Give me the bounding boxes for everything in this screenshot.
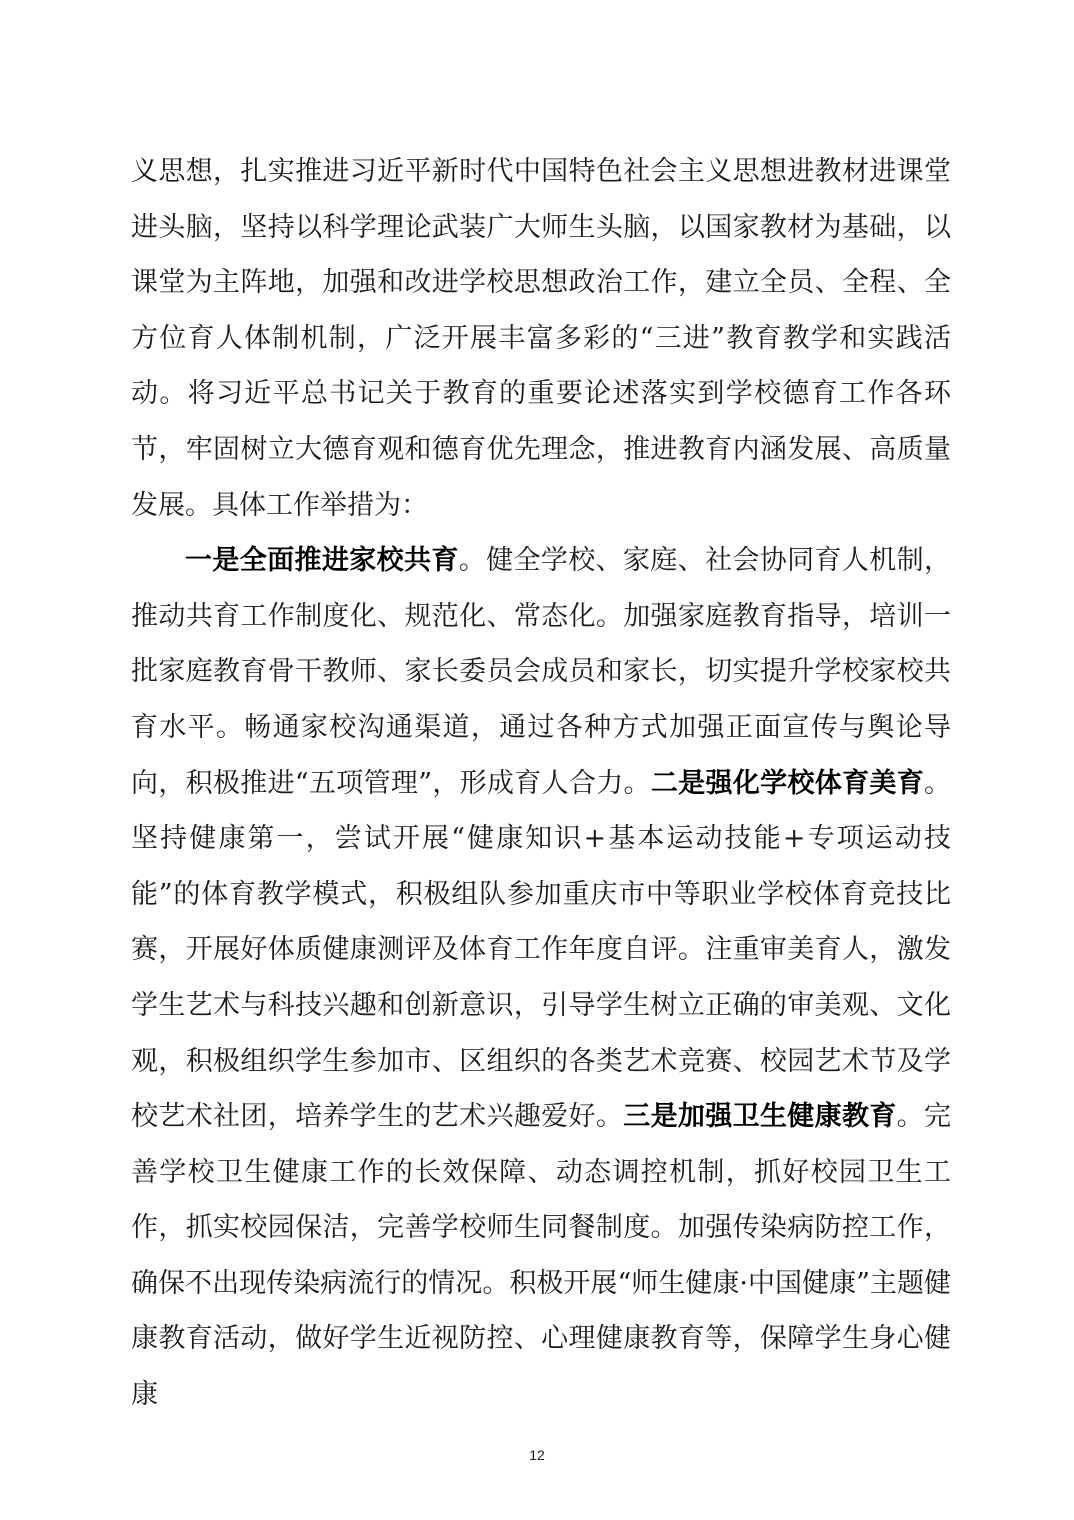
section-heading-home-school: 一是全面推进家校共育	[185, 545, 459, 577]
section-text-sports-arts: 。坚持健康第一，尝试开展“健康知识+基本运动技能+专项运动技能”的体育教学模式，积极组队参加重庆市中等职业学校体育竞技比赛，开展好体质健康测评及体育工作年度自评。注重审美育人，激发学生艺术与科技兴趣和创新意识，引导学生树立正确的审美观、文化观，积极组织学生参加市、区组织的各类艺术竞赛、校园艺术节及学校艺术社团，培养学生的艺术兴趣爱好。	[131, 767, 952, 1133]
section-heading-sports-arts: 二是强化学校体育美育	[650, 767, 925, 799]
body-text	[131, 144, 951, 1423]
section-heading-health: 三是加强卫生健康教育	[623, 1101, 897, 1133]
page-number: 12	[529, 1447, 545, 1463]
paragraph-continued: 义思想，扎实推进习近平新时代中国特色社会主义思想进教材进课堂进头脑，坚持以科学理论武装广大师生头脑，以国家教材为基础，以课堂为主阵地，加强和改进学校思想政治工作，建立全员、全程、全方位育人体制机制，广泛开展丰富多彩的“三进”教育教学和实践活动。将习近平总书记关于教育的重要论述落实到学校德育工作各环节，牢固树立大德育观和德育优先理念，推进教育内涵发展、高质量发展。具体工作举措为：	[131, 156, 951, 521]
section-text-home-school: 。健全学校、家庭、社会协同育人机制，推动共育工作制度化、规范化、常态化。加强家庭教育指导，培训一批家庭教育骨干教师、家长委员会成员和家长，切实提升学校家校共育水平。畅通家校沟通渠道，通过各种方式加强正面宣传与舆论导向，积极推进“五项管理”，形成育人合力。	[131, 545, 952, 799]
section-text-health: 。完善学校卫生健康工作的长效保障、动态调控机制，抓好校园卫生工作，抓实校园保洁，完善学校师生同餐制度。加强传染病防控工作，确保不出现传染病流行的情况。积极开展“师生健康·中国健康”主题健康教育活动，做好学生近视防控、心理健康教育等，保障学生身心健康	[131, 1101, 952, 1411]
paragraph-measures	[131, 533, 951, 1423]
